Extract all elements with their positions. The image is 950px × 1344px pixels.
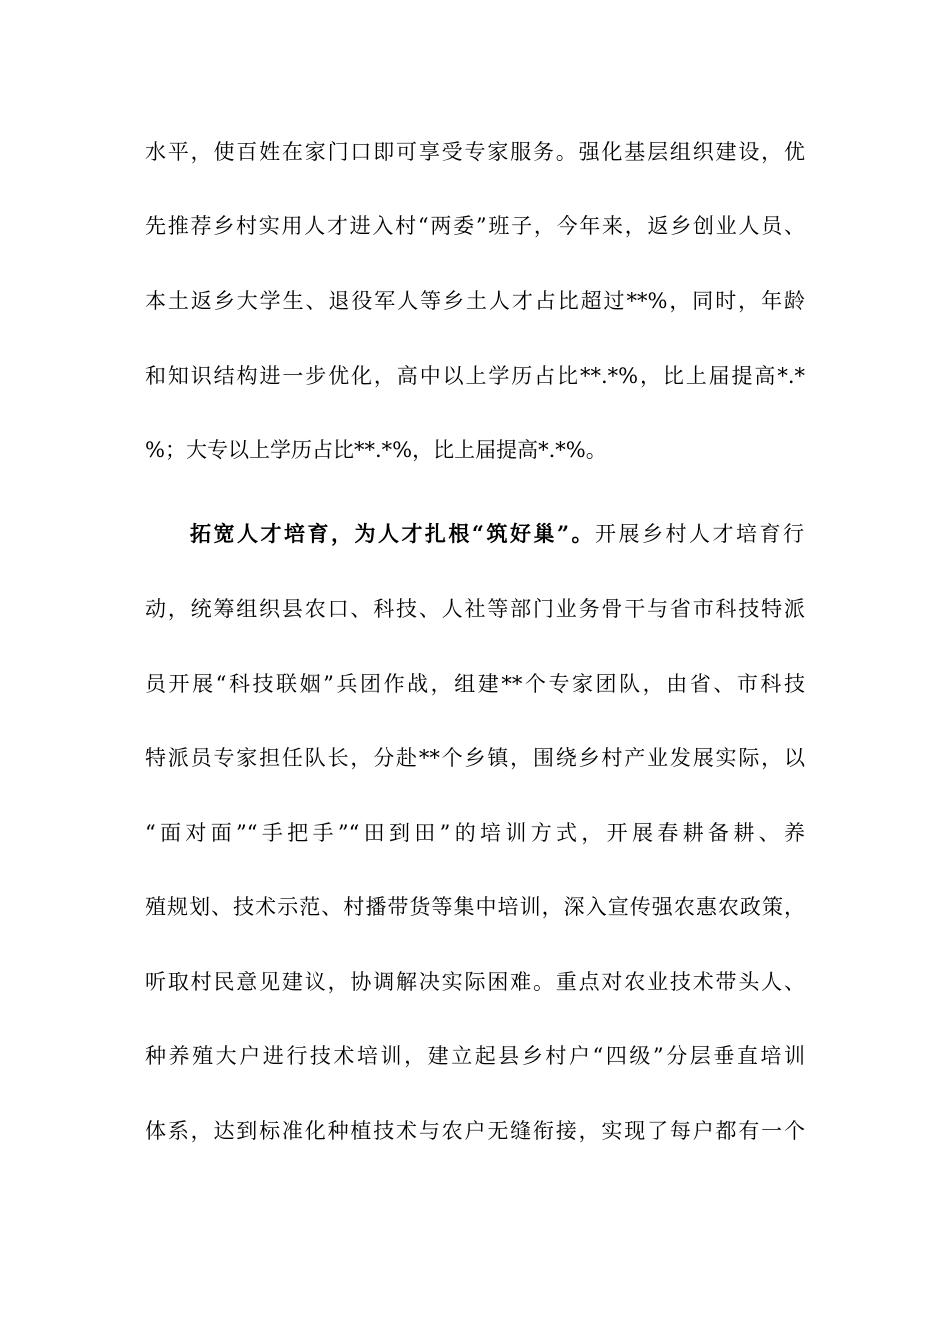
paragraph-1-line-1: 水平，使百姓在家门口即可享受专家服务。强化基层组织建设，优 bbox=[145, 140, 805, 164]
paragraph-1-line-2: 先推荐乡村实用人才进入村“两委”班子，今年来，返乡创业人员、 bbox=[145, 214, 805, 238]
paragraph-1-line-4: 和知识结构进一步优化，高中以上学历占比**.*%，比上届提高*.* bbox=[145, 364, 805, 388]
paragraph-2-line-1 bbox=[190, 514, 804, 554]
paragraph-2-line-2: 动，统筹组织县农口、科技、人社等部门业务骨干与省市科技特派 bbox=[145, 597, 805, 621]
paragraph-1-line-3: 本土返乡大学生、退役军人等乡土人才占比超过**%，同时，年龄 bbox=[145, 289, 805, 313]
paragraph-1-line-5: %；大专以上学历占比**.*%，比上届提高*.*%。 bbox=[145, 438, 607, 462]
paragraph-2-line-5: “面对面”“手把手”“田到田”的培训方式，开展春耕备耕、养 bbox=[145, 821, 805, 845]
paragraph-2-line-4: 特派员专家担任队长，分赴**个乡镇，围绕乡村产业发展实际，以 bbox=[145, 746, 805, 770]
paragraph-2-line-9: 体系，达到标准化种植技术与农户无缝衔接，实现了每户都有一个 bbox=[145, 1119, 805, 1143]
paragraph-2-lead-heading: 拓宽人才培育，为人才扎根“筑好巢”。 bbox=[190, 521, 596, 546]
paragraph-2-line-7: 听取村民意见建议，协调解决实际困难。重点对农业技术带头人、 bbox=[145, 970, 805, 994]
paragraph-2-line-1-rest: 开展乡村人才培育行 bbox=[595, 522, 804, 546]
paragraph-2-line-3: 员开展“科技联姻”兵团作战，组建**个专家团队，由省、市科技 bbox=[145, 672, 805, 696]
paragraph-2-line-8: 种养殖大户进行技术培训，建立起县乡村户“四级”分层垂直培训 bbox=[145, 1044, 805, 1068]
paragraph-2-line-6: 殖规划、技术示范、村播带货等集中培训，深入宣传强农惠农政策， bbox=[145, 895, 805, 919]
